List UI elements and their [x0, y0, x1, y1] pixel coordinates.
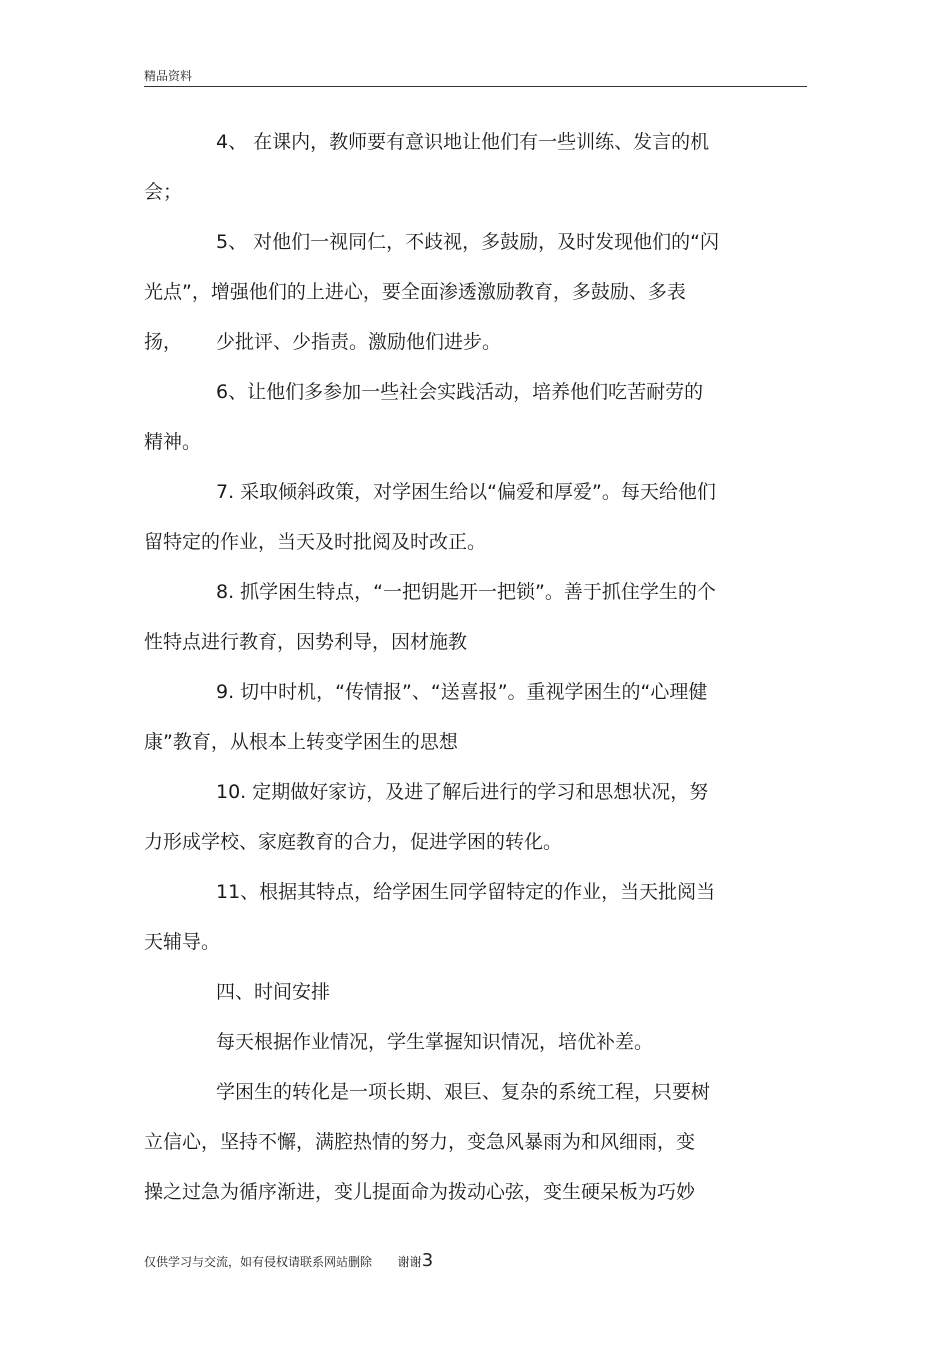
body-line: 天辅导。 [144, 931, 221, 953]
body-line: 扬， [144, 331, 183, 353]
header-divider [144, 86, 807, 87]
page-header-label: 精品资料 [144, 69, 193, 83]
body-line: 10. 定期做好家访，及进了解后进行的学习和思想状况，努 [216, 781, 709, 803]
body-line: 精神。 [144, 431, 202, 453]
body-line: 6、让他们多参加一些社会实践活动，培养他们吃苦耐劳的 [216, 381, 704, 403]
body-line: 会； [144, 181, 183, 203]
body-line: 留特定的作业，当天及时批阅及时改正。 [144, 531, 487, 553]
footer-notice: 仅供学习与交流，如有侵权请联系网站删除 [144, 1255, 373, 1269]
body-line: 力形成学校、家庭教育的合力，促进学困的转化。 [144, 831, 563, 853]
body-line: 操之过急为循序渐进，变儿提面命为拨动心弦，变生硬呆板为巧妙 [144, 1181, 696, 1203]
body-line: 每天根据作业情况，学生掌握知识情况，培优补差。 [216, 1031, 654, 1053]
page-number: 3 [421, 1250, 434, 1271]
section-heading: 四、时间安排 [216, 981, 331, 1003]
page-footer [144, 1250, 433, 1271]
body-line: 立信心，坚持不懈，满腔热情的努力，变急风暴雨为和风细雨，变 [144, 1131, 696, 1153]
body-line: 11、根据其特点，给学困生同学留特定的作业，当天批阅当 [216, 881, 716, 903]
body-line: 7. 采取倾斜政策，对学困生给以“偏爱和厚爱”。每天给他们 [216, 481, 716, 503]
body-line: 9. 切中时机，“传情报”、“送喜报”。重视学困生的“心理健 [216, 681, 708, 703]
body-line: 4、 在课内，教师要有意识地让他们有一些训练、发言的机 [216, 131, 710, 153]
body-line: 5、 对他们一视同仁，不歧视，多鼓励，及时发现他们的“闪 [216, 231, 719, 253]
body-line: 8. 抓学困生特点，“一把钥匙开一把锁”。善于抓住学生的个 [216, 581, 716, 603]
body-line: 学困生的转化是一项长期、艰巨、复杂的系统工程，只要树 [216, 1081, 711, 1103]
body-line: 光点”，增强他们的上进心，要全面渗透激励教育，多鼓励、多表 [144, 281, 686, 303]
body-line: 康”教育，从根本上转变学困生的思想 [144, 731, 458, 753]
body-line: 少批评、少指责。激励他们进步。 [216, 331, 502, 353]
footer-thanks: 谢谢 [397, 1255, 422, 1269]
body-line: 性特点进行教育，因势利导，因材施教 [144, 631, 468, 653]
